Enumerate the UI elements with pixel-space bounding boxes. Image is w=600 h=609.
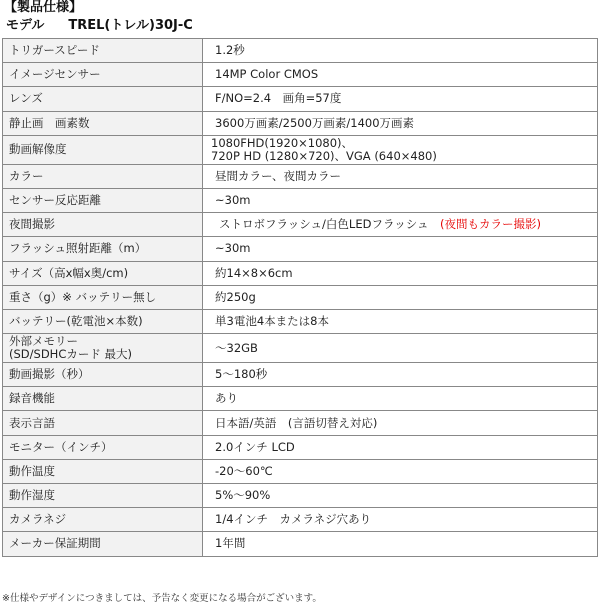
spec-value: 14MP Color CMOS — [203, 63, 598, 87]
table-row — [3, 237, 598, 261]
spec-label-line: (SD/SDHCカード 最大) — [9, 347, 132, 362]
spec-label: トリガースピード — [3, 39, 203, 63]
spec-label: カメラネジ — [3, 508, 203, 532]
table-row — [3, 334, 598, 363]
model-line — [6, 18, 193, 34]
table-row — [3, 508, 598, 532]
footnote: ※仕様やデザインにつきましては、予告なく変更になる場合がございます。 — [2, 593, 322, 604]
spec-value: 1年間 — [203, 532, 598, 556]
table-row — [3, 87, 598, 111]
spec-label-line: 外部メモリー — [9, 334, 78, 349]
spec-value: 3600万画素/2500万画素/1400万画素 — [203, 111, 598, 135]
table-row — [3, 135, 598, 164]
table-row — [3, 309, 598, 333]
spec-value: 2.0インチ LCD — [203, 435, 598, 459]
spec-label: 表示言語 — [3, 411, 203, 435]
table-row — [3, 459, 598, 483]
spec-value-text: ストロボフラッシュ/白色LEDフラッシュ — [219, 217, 429, 232]
table-row — [3, 435, 598, 459]
table-row — [3, 484, 598, 508]
table-row — [3, 188, 598, 212]
table-row — [3, 261, 598, 285]
spec-label: バッテリー(乾電池×本数) — [3, 309, 203, 333]
spec-label: 録音機能 — [3, 387, 203, 411]
spec-value: 約14×8×6cm — [203, 261, 598, 285]
section-heading: 【製品仕様】 — [4, 0, 83, 15]
table-row — [3, 387, 598, 411]
spec-value: -20～60℃ — [203, 459, 598, 483]
spec-label: 動画撮影（秒） — [3, 363, 203, 387]
spec-label: 動画解像度 — [3, 135, 203, 164]
spec-label: 重さ（g）※ バッテリー無し — [3, 285, 203, 309]
table-row — [3, 111, 598, 135]
table-row — [3, 164, 598, 188]
spec-label: イメージセンサー — [3, 63, 203, 87]
spec-value: F/NO=2.4 画角=57度 — [203, 87, 598, 111]
spec-value: 1.2秒 — [203, 39, 598, 63]
spec-value-line: 1080FHD(1920×1080)、 — [211, 135, 354, 150]
spec-label: センサー反応距離 — [3, 188, 203, 212]
spec-label — [3, 334, 203, 363]
spec-label: 動作湿度 — [3, 484, 203, 508]
table-row — [3, 39, 598, 63]
spec-value: 1/4インチ カメラネジ穴あり — [203, 508, 598, 532]
table-row — [3, 213, 598, 237]
spec-value: 昼間カラー、夜間カラー — [203, 164, 598, 188]
spec-table — [2, 38, 598, 557]
spec-value: 5%～90% — [203, 484, 598, 508]
spec-value: 単3電池4本または8本 — [203, 309, 598, 333]
spec-value: 5～180秒 — [203, 363, 598, 387]
spec-value: あり — [203, 387, 598, 411]
spec-label: サイズ（高x幅x奥/cm) — [3, 261, 203, 285]
spec-value: ～32GB — [203, 334, 598, 363]
spec-label: レンズ — [3, 87, 203, 111]
spec-label: メーカー保証期間 — [3, 532, 203, 556]
night-color-note: (夜間もカラー撮影) — [439, 217, 541, 232]
table-row — [3, 63, 598, 87]
table-row — [3, 285, 598, 309]
spec-value: 日本語/英語 (言語切替え対応) — [203, 411, 598, 435]
spec-label: 夜間撮影 — [3, 213, 203, 237]
spec-value: ~30m — [203, 188, 598, 212]
table-row — [3, 411, 598, 435]
spec-value-line: 720P HD (1280×720)、VGA (640×480) — [211, 148, 437, 163]
model-name: TREL(トレル)30J-C — [68, 18, 193, 33]
table-row — [3, 363, 598, 387]
spec-value: 約250g — [203, 285, 598, 309]
spec-label: カラー — [3, 164, 203, 188]
spec-label: 動作温度 — [3, 459, 203, 483]
spec-label: 静止画 画素数 — [3, 111, 203, 135]
spec-label: モニター（インチ） — [3, 435, 203, 459]
spec-value: ~30m — [203, 237, 598, 261]
model-label: モデル — [6, 18, 45, 33]
spec-value — [203, 135, 598, 164]
spec-value — [203, 213, 598, 237]
spec-label: フラッシュ照射距離（m） — [3, 237, 203, 261]
table-row — [3, 532, 598, 556]
